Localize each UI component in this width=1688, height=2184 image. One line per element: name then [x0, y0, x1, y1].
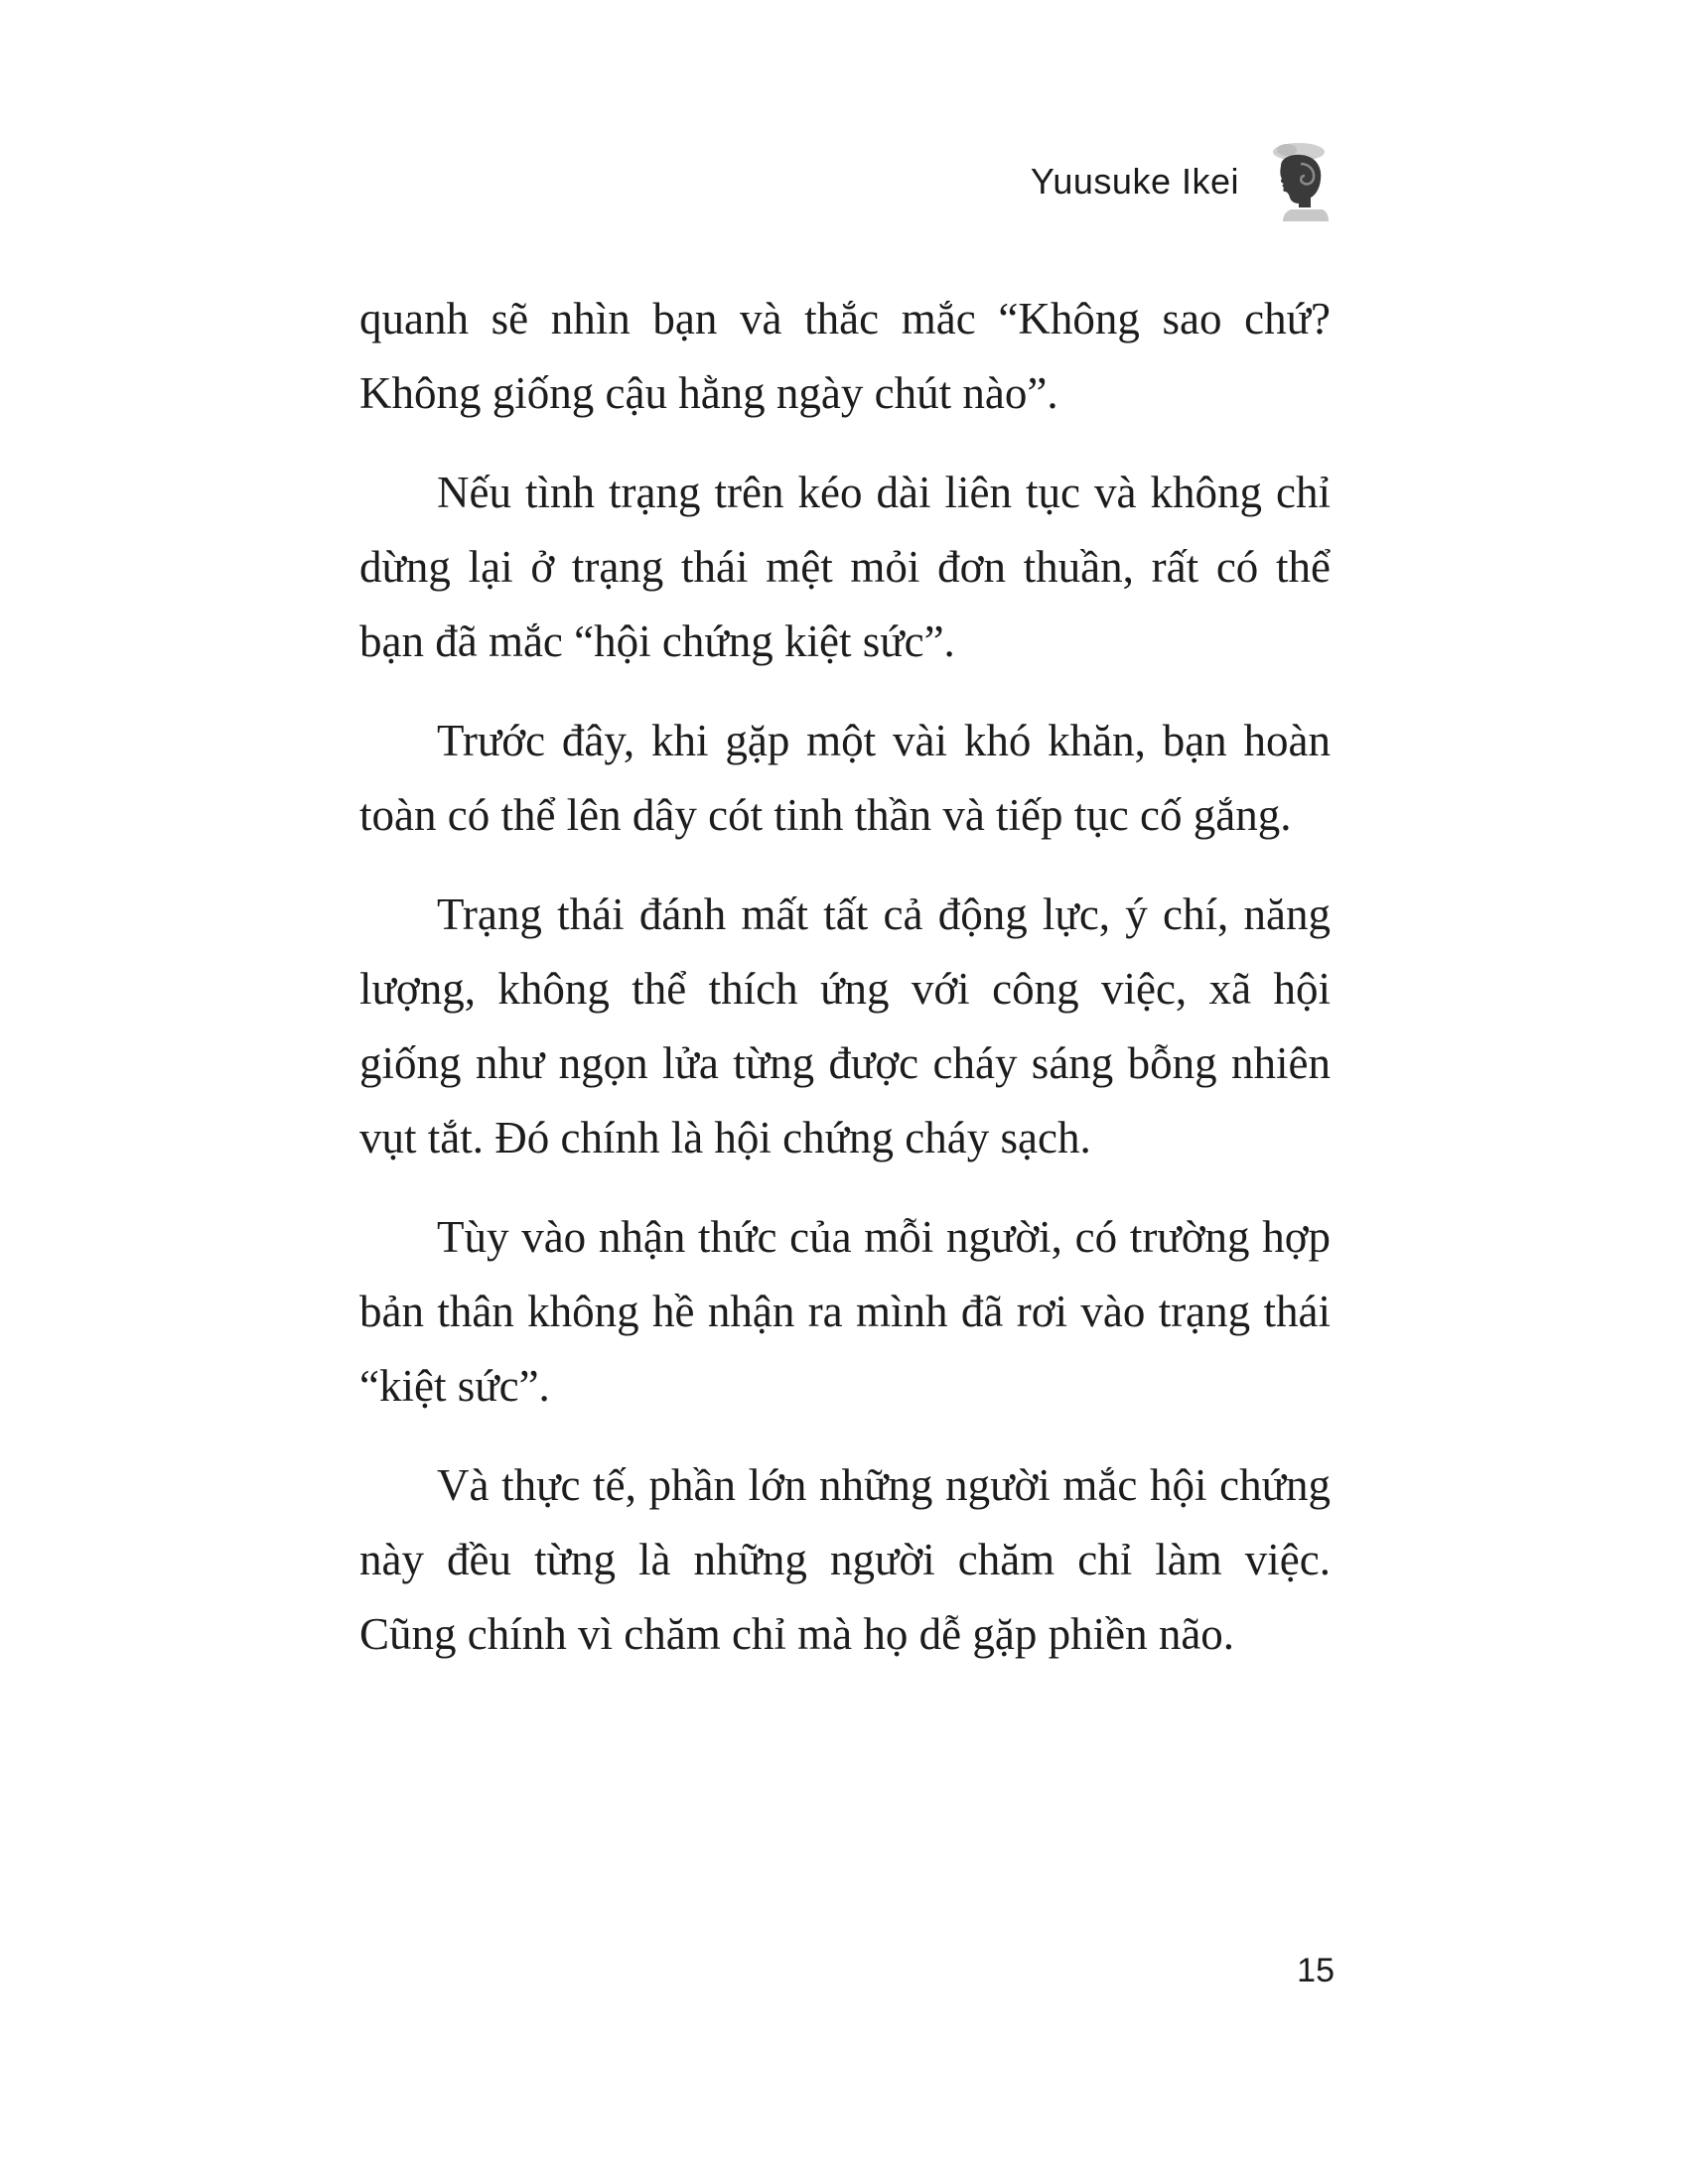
paragraph: Nếu tình trạng trên kéo dài liên tục và không chỉ dừng lại ở trạng thái mệt mỏi đơn thuần, rất có thể bạn đã mắc “hội chứng kiệt sức”.: [359, 468, 1331, 666]
paragraph: Tùy vào nhận thức của mỗi người, có trường hợp bản thân không hề nhận ra mình đã rơi vào trạng thái “kiệt sức”.: [359, 1212, 1331, 1411]
body-text: [359, 282, 1331, 1697]
author-name: Yuusuke Ikei: [1030, 161, 1239, 202]
paragraph: Và thực tế, phần lớn những người mắc hội chứng này đều từng là những người chăm chỉ làm việc. Cũng chính vì chăm chỉ mà họ dễ gặp phiền não.: [359, 1460, 1331, 1659]
page-number: 15: [1297, 1952, 1335, 1989]
paragraph: Trạng thái đánh mất tất cả động lực, ý chí, năng lượng, không thể thích ứng với công việc, xã hội giống như ngọn lửa từng được cháy sáng bỗng nhiên vụt tắt. Đó chính là hội chứng cháy sạch.: [359, 889, 1331, 1162]
running-header: [1031, 137, 1333, 226]
head-silhouette-icon: [1261, 138, 1333, 225]
paragraph: quanh sẽ nhìn bạn và thắc mắc “Không sao chứ? Không giống cậu hằng ngày chút nào”.: [359, 294, 1331, 418]
paragraph: Trước đây, khi gặp một vài khó khăn, bạn hoàn toàn có thể lên dây cót tinh thần và tiếp tục cố gắng.: [359, 716, 1331, 840]
